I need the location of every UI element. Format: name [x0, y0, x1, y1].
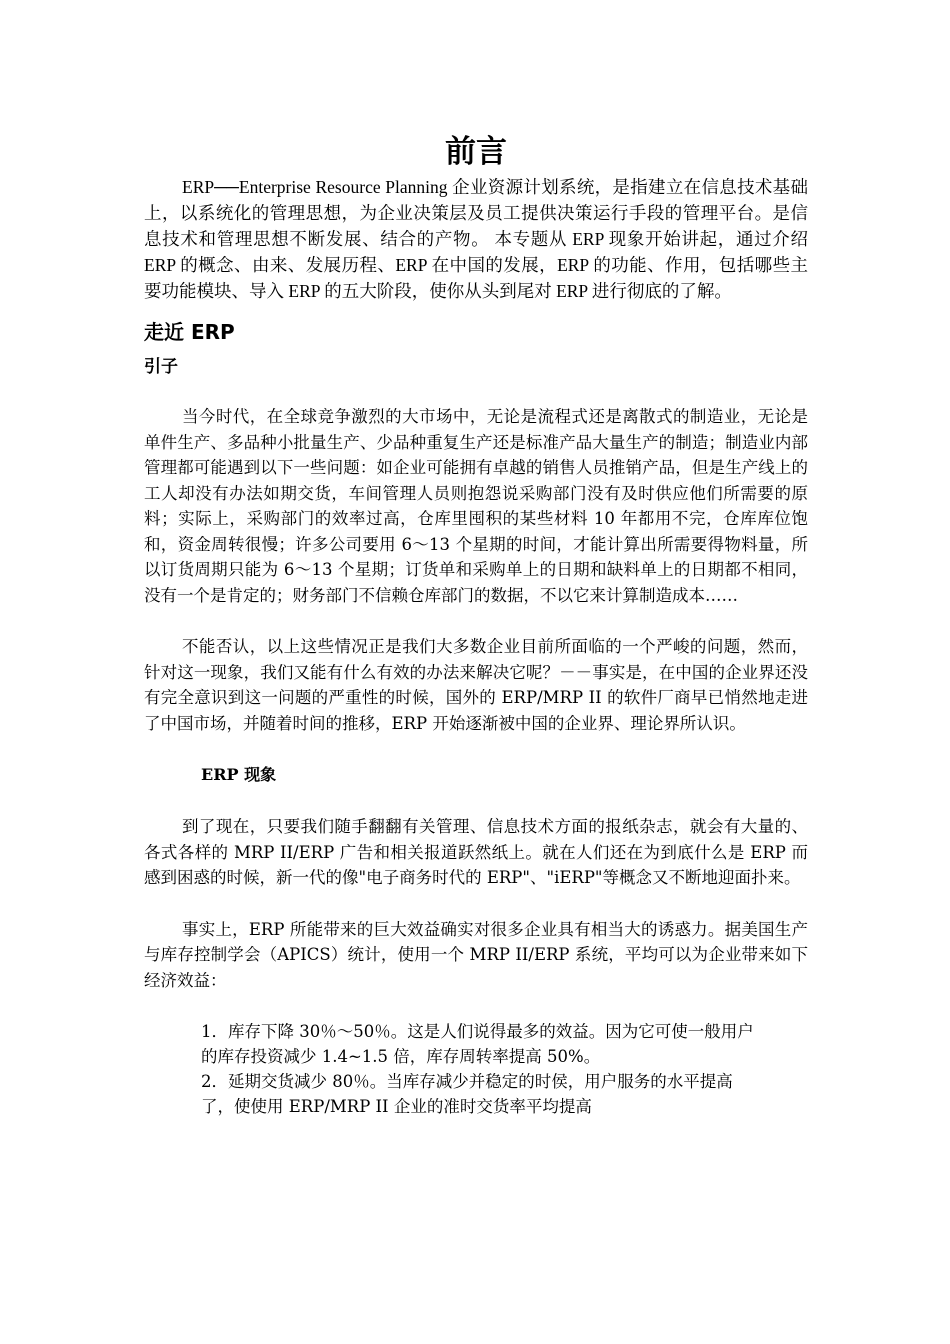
- subsection-heading-erp-phenomenon: ERP 现象: [201, 765, 277, 784]
- intro-paragraph: ERP──Enterprise Resource Planning 企业资源计划系统，是指建立在信息技术基础上，以系统化的管理思想，为企业决策层及员工提供决策运行手段的管理平台。是信息技术和管理思想不断发展、结合的产物。 本专题从 ERP 现象开始讲起，通过介绍 ERP 的概念、由来、发展历程、ERP 在中国的发展，ERP 的功能、作用，包括哪些主要功能模块、导入 ERP 的五大阶段，使你从头到尾对 ERP 进行彻底的了解。: [144, 177, 808, 301]
- subsection-heading-intro: 引子: [144, 357, 178, 377]
- spacer: [144, 736, 808, 762]
- spacer: [144, 993, 808, 1019]
- spacer: [144, 891, 808, 917]
- section-heading-erp: 走近 ERP: [144, 320, 235, 344]
- spacer: [144, 608, 808, 634]
- spacer: [144, 380, 808, 404]
- spacer: [144, 788, 808, 814]
- document-page: [144, 130, 808, 1119]
- list-item: 1．库存下降 30％～50％。这是人们说得最多的效益。因为它可使一般用户的库存投资减少 1.4~1.5 倍，库存周转率提高 50%。: [201, 1022, 754, 1066]
- list-item: 2．延期交货减少 80％。当库存减少并稳定的时侯，用户服务的水平提高了，使使用 ERP/MRP II 企业的准时交货率平均提高: [201, 1072, 733, 1116]
- document-title: 前言: [445, 134, 507, 170]
- body-paragraph-2: 不能否认，以上这些情况正是我们大多数企业目前所面临的一个严峻的问题，然而，针对这一现象，我们又能有什么有效的办法来解决它呢？－－事实是，在中国的企业界还没有完全意识到这一问题的严重性的时候，国外的 ERP/MRP II 的软件厂商早已悄然地走进了中国市场，并随着时间的推移，ERP 开始逐渐被中国的企业界、理论界所认识。: [144, 637, 808, 733]
- body-paragraph-1: 当今时代，在全球竞争激烈的大市场中，无论是流程式还是离散式的制造业，无论是单件生产、多品种小批量生产、少品种重复生产还是标准产品大量生产的制造；制造业内部管理都可能遇到以下一些问题：如企业可能拥有卓越的销售人员推销产品，但是生产线上的工人却没有办法如期交货，车间管理人员则抱怨说采购部门没有及时供应他们所需要的原料；实际上，采购部门的效率过高，仓库里囤积的某些材料 10 年都用不完，仓库库位饱和，资金周转很慢；许多公司要用 6～13 个星期的时间，才能计算出所需要得物料量，所以订货周期只能为 6～13 个星期；订货单和采购单上的日期和缺料单上的日期都不相同，没有一个是肯定的；财务部门不信赖仓库部门的数据，不以它来计算制造成本……: [144, 407, 808, 605]
- body-paragraph-4: 事实上，ERP 所能带来的巨大效益确实对很多企业具有相当大的诱惑力。据美国生产与库存控制学会（APICS）统计，使用一个 MRP II/ERP 系统，平均可以为企业带来如下经济效益：: [144, 919, 808, 990]
- benefit-list: [144, 1019, 808, 1119]
- body-paragraph-3: 到了现在，只要我们随手翻翻有关管理、信息技术方面的报纸杂志，就会有大量的、各式各样的 MRP II/ERP 广告和相关报道跃然纸上。就在人们还在为到底什么是 ERP 而感到困惑的时候，新一代的像"电子商务时代的 ERP"、"iERP"等概念又不断地迎面扑来。: [144, 817, 808, 887]
